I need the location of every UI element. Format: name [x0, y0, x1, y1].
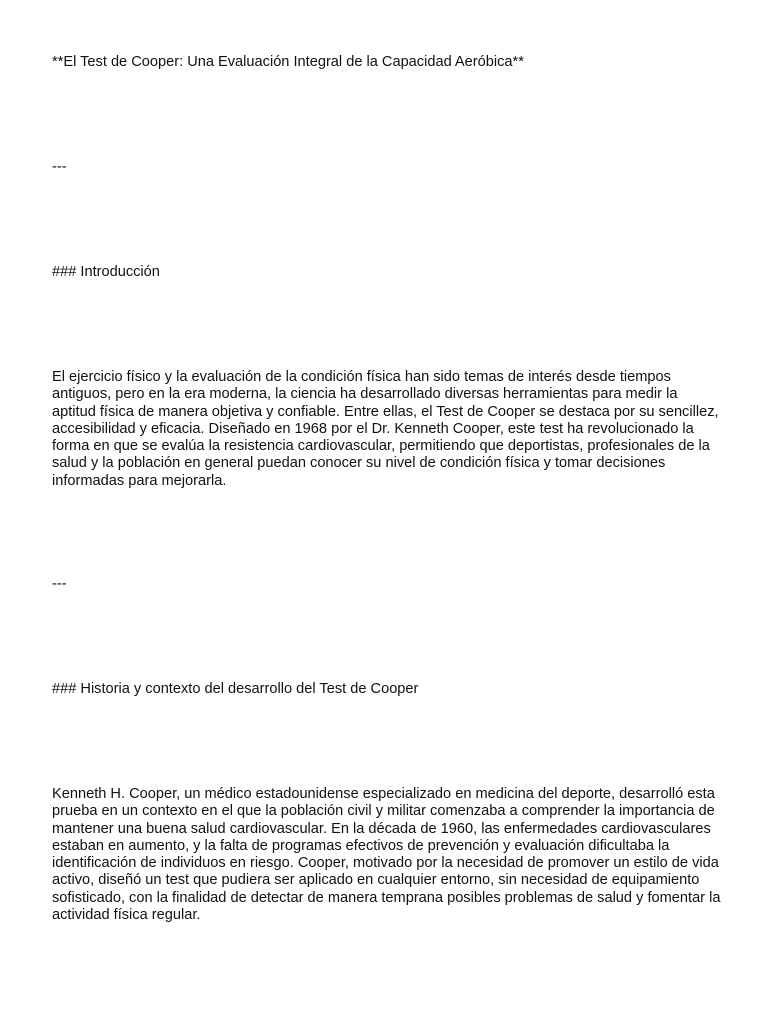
section-separator: ---	[52, 159, 67, 175]
paragraph-historia: Kenneth H. Cooper, un médico estadounidense especializado en medicina del deporte, desarrolló esta prueba en un contexto en el que la población civil y militar comenzaba a comprender la importancia de mantener una buena salud cardiovascular. En la década de 1960, las enfermedades cardiovasculares estaban en aumento, y la falta de programas efectivos de prevención y evaluación dificultaba la identificación de individuos en riesgo. Cooper, motivado por la necesidad de promover un estilo de vida activo, diseñó un test que pudiera ser aplicado en cualquier entorno, sin necesidad de equipamiento sofisticado, con la finalidad de detectar de manera temprana posibles problemas de salud y fomentar la actividad física regular.	[52, 786, 721, 924]
section-heading-introduccion: ### Introducción	[52, 264, 160, 280]
section-heading-historia: ### Historia y contexto del desarrollo del Test de Cooper	[52, 681, 419, 697]
paragraph-introduccion: El ejercicio físico y la evaluación de la condición física han sido temas de interés desde tiempos antiguos, pero en la era moderna, la ciencia ha desarrollado diversas herramientas para medir la aptitud física de manera objetiva y confiable. Entre ellas, el Test de Cooper se destaca por su sencillez, accesibilidad y eficacia. Diseñado en 1968 por el Dr. Kenneth Cooper, este test ha revolucionado la forma en que se evalúa la resistencia cardiovascular, permitiendo que deportistas, profesionales de la salud y la población en general puedan conocer su nivel de condición física y tomar decisiones informadas para mejorarla.	[52, 369, 719, 489]
section-separator: ---	[52, 576, 67, 592]
document-title: **El Test de Cooper: Una Evaluación Integral de la Capacidad Aeróbica**	[52, 54, 524, 70]
